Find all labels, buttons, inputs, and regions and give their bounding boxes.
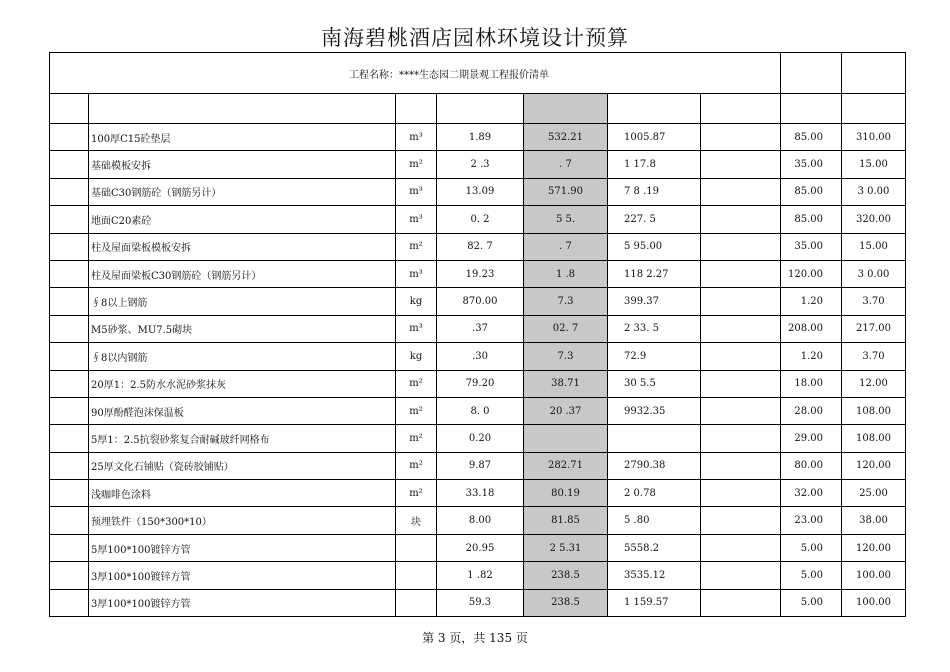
rate-a-cell: 35.00 xyxy=(781,151,842,178)
total-cell: 227. 5 xyxy=(608,206,701,233)
blank-cell xyxy=(89,94,396,124)
rate-a-cell: 80.00 xyxy=(781,452,842,479)
total-cell: 1005.87 xyxy=(608,124,701,151)
empty-cell xyxy=(701,534,781,561)
rate-b-cell: 120.00 xyxy=(842,534,906,561)
quantity-cell: 9.87 xyxy=(437,452,524,479)
unit-price-cell: 7.3 xyxy=(524,288,608,315)
empty-cell xyxy=(701,589,781,616)
total-cell: 5 .80 xyxy=(608,507,701,534)
unit-price-cell: . 7 xyxy=(524,151,608,178)
row-index-cell xyxy=(50,370,89,397)
row-index-cell xyxy=(50,534,89,561)
unit-price-cell: 238.5 xyxy=(524,562,608,589)
row-index-cell xyxy=(50,206,89,233)
unit-cell: m² xyxy=(396,480,437,507)
row-index-cell xyxy=(50,589,89,616)
project-name: 工程名称：****生态园二期景观工程报价清单 xyxy=(50,53,781,94)
unit-price-cell: . 7 xyxy=(524,233,608,260)
item-name-cell: 基础C30钢筋砼（钢筋另计） xyxy=(89,178,396,205)
row-index-cell xyxy=(50,151,89,178)
item-name-cell: M5砂浆、MU7.5砌块 xyxy=(89,315,396,342)
item-name-cell: 20厚1：2.5防水水泥砂浆抹灰 xyxy=(89,370,396,397)
quantity-cell: 8.00 xyxy=(437,507,524,534)
rate-a-cell: 1.20 xyxy=(781,343,842,370)
row-index-cell xyxy=(50,343,89,370)
item-name-cell: 5厚1：2.5抗裂砂浆复合耐碱玻纤网格布 xyxy=(89,425,396,452)
row-index-cell xyxy=(50,480,89,507)
unit-cell: m³ xyxy=(396,178,437,205)
row-index-cell xyxy=(50,288,89,315)
unit-price-cell xyxy=(524,425,608,452)
total-cell xyxy=(608,425,701,452)
rate-a-cell: 18.00 xyxy=(781,370,842,397)
item-name-cell: 3厚100*100镀锌方管 xyxy=(89,589,396,616)
table-row xyxy=(50,124,906,151)
quantity-cell: 870.00 xyxy=(437,288,524,315)
blank-header-row xyxy=(50,94,906,124)
unit-cell: m² xyxy=(396,370,437,397)
rate-b-cell: 217.00 xyxy=(842,315,906,342)
item-name-cell: 基础模板安拆 xyxy=(89,151,396,178)
unit-cell: m² xyxy=(396,233,437,260)
rate-b-cell: 120.00 xyxy=(842,452,906,479)
quantity-cell: 2 .3 xyxy=(437,151,524,178)
unit-cell xyxy=(396,562,437,589)
rate-b-cell: 3.70 xyxy=(842,288,906,315)
item-name-cell: 预埋铁件（150*300*10） xyxy=(89,507,396,534)
unit-cell: m³ xyxy=(396,124,437,151)
total-cell: 3535.12 xyxy=(608,562,701,589)
blank-cell xyxy=(50,94,89,124)
document-title: 南海碧桃酒店园林环境设计预算 xyxy=(321,26,629,50)
empty-cell xyxy=(701,343,781,370)
unit-cell: m² xyxy=(396,397,437,424)
table-row xyxy=(50,151,906,178)
row-index-cell xyxy=(50,233,89,260)
unit-price-cell: 81.85 xyxy=(524,507,608,534)
rate-a-cell: 1.20 xyxy=(781,288,842,315)
rate-b-cell: 3 0.00 xyxy=(842,178,906,205)
item-name-cell: ∮8以内钢筋 xyxy=(89,343,396,370)
rate-b-cell: 15.00 xyxy=(842,151,906,178)
rate-b-cell: 100.00 xyxy=(842,589,906,616)
unit-price-cell: 80.19 xyxy=(524,480,608,507)
rate-a-cell: 5.00 xyxy=(781,562,842,589)
table-row xyxy=(50,233,906,260)
table-row xyxy=(50,288,906,315)
empty-cell xyxy=(701,260,781,287)
total-cell: 2 33. 5 xyxy=(608,315,701,342)
empty-cell xyxy=(701,562,781,589)
page-number: 第 3 页，共 135 页 xyxy=(422,631,528,645)
empty-cell xyxy=(701,288,781,315)
total-cell: 2 0.78 xyxy=(608,480,701,507)
quantity-cell: 8. 0 xyxy=(437,397,524,424)
quantity-cell: .37 xyxy=(437,315,524,342)
empty-cell xyxy=(701,370,781,397)
table-row xyxy=(50,397,906,424)
unit-cell xyxy=(396,534,437,561)
table-row xyxy=(50,562,906,589)
item-name-cell: 地面C20素砼 xyxy=(89,206,396,233)
rate-a-cell: 5.00 xyxy=(781,534,842,561)
unit-price-cell: 20 .37 xyxy=(524,397,608,424)
unit-price-cell: 02. 7 xyxy=(524,315,608,342)
row-index-cell xyxy=(50,260,89,287)
unit-cell: kg xyxy=(396,288,437,315)
rate-b-cell: 38.00 xyxy=(842,507,906,534)
rate-b-cell: 108.00 xyxy=(842,425,906,452)
rate-b-cell: 15.00 xyxy=(842,233,906,260)
table-row xyxy=(50,178,906,205)
project-header-row xyxy=(50,53,906,94)
rate-a-cell: 5.00 xyxy=(781,589,842,616)
quantity-cell: 19.23 xyxy=(437,260,524,287)
total-cell: 7 8 .19 xyxy=(608,178,701,205)
blank-cell xyxy=(781,94,842,124)
total-cell: 2790.38 xyxy=(608,452,701,479)
row-index-cell xyxy=(50,124,89,151)
empty-cell xyxy=(701,507,781,534)
row-index-cell xyxy=(50,397,89,424)
rate-b-cell: 320.00 xyxy=(842,206,906,233)
total-cell: 30 5.5 xyxy=(608,370,701,397)
unit-price-cell: 238.5 xyxy=(524,589,608,616)
unit-cell: m³ xyxy=(396,206,437,233)
rate-a-cell: 28.00 xyxy=(781,397,842,424)
unit-cell: m² xyxy=(396,425,437,452)
rate-b-cell: 12.00 xyxy=(842,370,906,397)
unit-price-cell: 7.3 xyxy=(524,343,608,370)
rate-a-cell: 23.00 xyxy=(781,507,842,534)
blank-cell xyxy=(396,94,437,124)
rate-b-cell: 108.00 xyxy=(842,397,906,424)
unit-cell: kg xyxy=(396,343,437,370)
quantity-cell: 33.18 xyxy=(437,480,524,507)
blank-cell xyxy=(437,94,524,124)
row-index-cell xyxy=(50,507,89,534)
header-cell xyxy=(781,53,842,94)
item-name-cell: ∮8以上钢筋 xyxy=(89,288,396,315)
rate-b-cell: 3.70 xyxy=(842,343,906,370)
rate-a-cell: 85.00 xyxy=(781,124,842,151)
table-row xyxy=(50,452,906,479)
table-row xyxy=(50,480,906,507)
quantity-cell: 1.89 xyxy=(437,124,524,151)
total-cell: 5558.2 xyxy=(608,534,701,561)
unit-cell: m² xyxy=(396,151,437,178)
unit-cell: m² xyxy=(396,452,437,479)
quantity-cell: 13.09 xyxy=(437,178,524,205)
rate-a-cell: 85.00 xyxy=(781,178,842,205)
unit-price-cell: 1 .8 xyxy=(524,260,608,287)
rate-a-cell: 208.00 xyxy=(781,315,842,342)
quantity-cell: 0. 2 xyxy=(437,206,524,233)
table-row xyxy=(50,370,906,397)
rate-a-cell: 29.00 xyxy=(781,425,842,452)
empty-cell xyxy=(701,425,781,452)
empty-cell xyxy=(701,315,781,342)
item-name-cell: 25厚文化石铺贴（瓷砖胶铺贴） xyxy=(89,452,396,479)
table-row xyxy=(50,260,906,287)
unit-cell: m³ xyxy=(396,315,437,342)
rate-b-cell: 310.00 xyxy=(842,124,906,151)
quantity-cell: 20.95 xyxy=(437,534,524,561)
unit-price-cell: 2 5.31 xyxy=(524,534,608,561)
total-cell: 72.9 xyxy=(608,343,701,370)
quantity-cell: 82. 7 xyxy=(437,233,524,260)
item-name-cell: 柱及屋面梁板C30钢筋砼（钢筋另计） xyxy=(89,260,396,287)
total-cell: 1 159.57 xyxy=(608,589,701,616)
rate-a-cell: 32.00 xyxy=(781,480,842,507)
table-row xyxy=(50,343,906,370)
item-name-cell: 100厚C15砼垫层 xyxy=(89,124,396,151)
empty-cell xyxy=(701,480,781,507)
table-row xyxy=(50,507,906,534)
table-row xyxy=(50,589,906,616)
quantity-cell: 59.3 xyxy=(437,589,524,616)
row-index-cell xyxy=(50,562,89,589)
total-cell: 5 95.00 xyxy=(608,233,701,260)
row-index-cell xyxy=(50,178,89,205)
header-cell xyxy=(842,53,906,94)
blank-cell xyxy=(842,94,906,124)
table-row xyxy=(50,425,906,452)
rate-a-cell: 35.00 xyxy=(781,233,842,260)
item-name-cell: 3厚100*100镀锌方管 xyxy=(89,562,396,589)
item-name-cell: 浅咖啡色涂料 xyxy=(89,480,396,507)
row-index-cell xyxy=(50,315,89,342)
blank-cell xyxy=(701,94,781,124)
unit-cell: 块 xyxy=(396,507,437,534)
rate-b-cell: 25.00 xyxy=(842,480,906,507)
empty-cell xyxy=(701,151,781,178)
rate-a-cell: 120.00 xyxy=(781,260,842,287)
total-cell: 399.37 xyxy=(608,288,701,315)
empty-cell xyxy=(701,124,781,151)
row-index-cell xyxy=(50,425,89,452)
total-cell: 9932.35 xyxy=(608,397,701,424)
blank-cell xyxy=(524,94,608,124)
unit-cell: m³ xyxy=(396,260,437,287)
empty-cell xyxy=(701,397,781,424)
quantity-cell: 1 .82 xyxy=(437,562,524,589)
total-cell: 1 17.8 xyxy=(608,151,701,178)
blank-cell xyxy=(608,94,701,124)
item-name-cell: 5厚100*100镀锌方管 xyxy=(89,534,396,561)
unit-price-cell: 5 5. xyxy=(524,206,608,233)
unit-price-cell: 282.71 xyxy=(524,452,608,479)
empty-cell xyxy=(701,452,781,479)
total-cell: 118 2.27 xyxy=(608,260,701,287)
unit-price-cell: 38.71 xyxy=(524,370,608,397)
quantity-cell: 79.20 xyxy=(437,370,524,397)
table-row xyxy=(50,206,906,233)
empty-cell xyxy=(701,178,781,205)
item-name-cell: 柱及屋面梁板模板安拆 xyxy=(89,233,396,260)
rate-b-cell: 3 0.00 xyxy=(842,260,906,287)
unit-price-cell: 571.90 xyxy=(524,178,608,205)
rate-b-cell: 100.00 xyxy=(842,562,906,589)
empty-cell xyxy=(701,233,781,260)
quantity-cell: 0.20 xyxy=(437,425,524,452)
table-row xyxy=(50,534,906,561)
empty-cell xyxy=(701,206,781,233)
unit-cell xyxy=(396,589,437,616)
quote-table xyxy=(49,52,906,617)
quantity-cell: .30 xyxy=(437,343,524,370)
table-row xyxy=(50,315,906,342)
unit-price-cell: 532.21 xyxy=(524,124,608,151)
item-name-cell: 90厚酚醛泡沫保温板 xyxy=(89,397,396,424)
rate-a-cell: 85.00 xyxy=(781,206,842,233)
row-index-cell xyxy=(50,452,89,479)
